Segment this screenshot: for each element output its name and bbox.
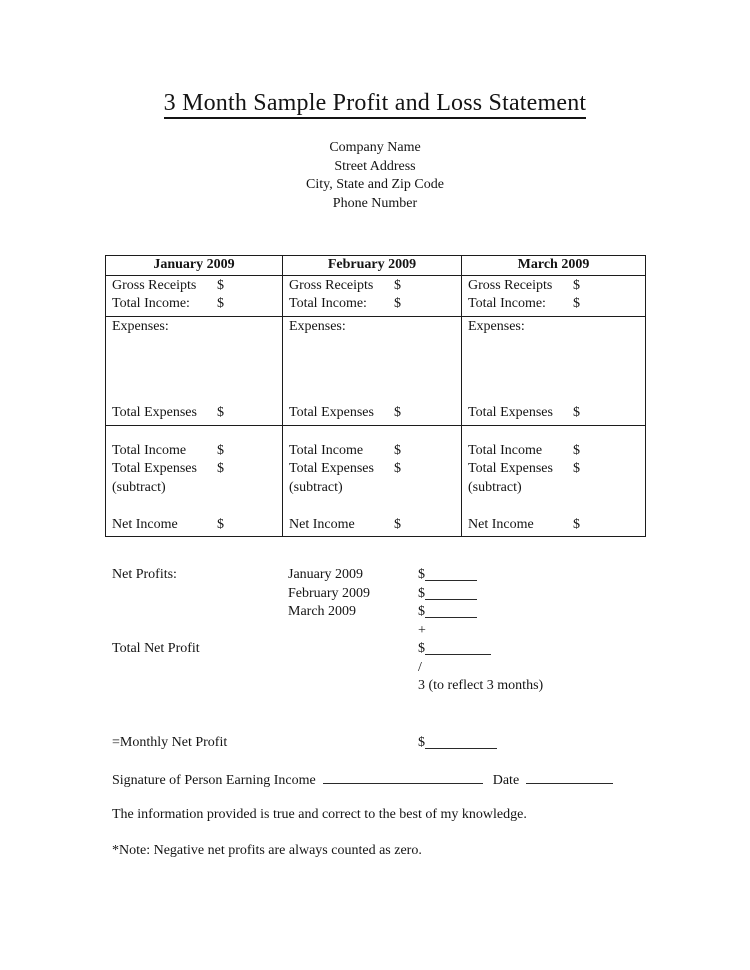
total-expenses-amount[interactable]: $: [573, 405, 580, 420]
dollar-sign: $: [418, 585, 425, 601]
net-income-line: [289, 516, 457, 535]
total-net-profit-field[interactable]: [425, 642, 491, 655]
net-income-label: Net Income: [468, 516, 534, 532]
gross-receipts-line: [289, 277, 457, 296]
summary-total-expenses-line: [289, 460, 457, 479]
net-profits-label: Net Profits:: [112, 567, 177, 582]
summary-total-expenses-line: [112, 460, 278, 479]
expenses-heading: Expenses:: [289, 318, 346, 334]
summary-cell-january: [106, 425, 283, 537]
plus-sign: +: [418, 622, 426, 638]
summary-total-income-label: Total Income: [289, 442, 364, 458]
monthly-net-profit-amount: [418, 735, 497, 751]
month-label-february: February 2009: [288, 585, 371, 601]
signature-line: [112, 771, 672, 789]
month-label-january: January 2009: [288, 567, 364, 582]
gross-receipts-label: Gross Receipts: [112, 277, 197, 293]
dollar-sign: $: [418, 735, 425, 750]
total-expenses-label: Total Expenses: [112, 405, 197, 420]
total-income-line: [468, 295, 641, 314]
total-income-line: [289, 295, 457, 314]
summary-total-expenses-amount[interactable]: $: [394, 461, 401, 476]
income-row: [106, 275, 646, 316]
summary-total-income-line: [289, 442, 457, 461]
net-income-line: [468, 516, 641, 535]
spacer: [468, 497, 641, 516]
month-label-march: March 2009: [288, 604, 357, 619]
summary-total-income-amount[interactable]: $: [394, 442, 401, 458]
column-header-march: March 2009: [462, 256, 646, 276]
expenses-heading: Expenses:: [112, 318, 169, 334]
income-cell-february: [283, 275, 462, 316]
expenses-heading: Expenses:: [468, 318, 525, 334]
company-phone: Phone Number: [332, 196, 418, 212]
table-header-row: [106, 256, 646, 276]
summary-cell-march: [462, 425, 646, 537]
company-street: Street Address: [334, 158, 416, 174]
gross-receipts-amount[interactable]: $: [217, 277, 224, 293]
gross-receipts-label: Gross Receipts: [289, 277, 374, 293]
summary-total-income-line: [112, 442, 278, 461]
total-income-line: [112, 295, 278, 314]
net-income-amount[interactable]: $: [573, 516, 580, 532]
february-amount-field[interactable]: [425, 587, 477, 600]
monthly-net-profit-line: [112, 735, 652, 751]
document-header: [0, 90, 750, 119]
summary-total-income-amount[interactable]: $: [573, 442, 580, 458]
dollar-sign: $: [418, 641, 425, 656]
subtract-note: (subtract): [112, 479, 166, 495]
march-amount-field[interactable]: [425, 605, 477, 618]
summary-total-income-label: Total Income: [468, 442, 543, 458]
signature-label: Signature of Person Earning Income: [112, 773, 316, 788]
total-income-label: Total Income:: [289, 296, 367, 311]
income-cell-january: [106, 275, 283, 316]
summary-total-expenses-amount[interactable]: $: [217, 461, 224, 476]
expenses-cell-march: [462, 316, 646, 425]
monthly-pnl-table: [105, 255, 646, 537]
total-expenses-amount[interactable]: $: [217, 405, 224, 420]
spacer: [289, 497, 457, 516]
gross-receipts-line: [112, 277, 278, 296]
monthly-net-profit-field[interactable]: [425, 736, 497, 749]
gross-receipts-label: Gross Receipts: [468, 277, 553, 293]
subtract-note: (subtract): [289, 479, 343, 495]
summary-total-income-amount[interactable]: $: [217, 442, 224, 458]
total-income-amount[interactable]: $: [217, 296, 224, 311]
expenses-row: [106, 316, 646, 425]
net-income-label: Net Income: [289, 516, 355, 532]
net-income-amount[interactable]: $: [394, 516, 401, 532]
total-expenses-line: [468, 404, 641, 423]
income-cell-march: [462, 275, 646, 316]
net-income-line: [112, 516, 278, 535]
total-expenses-amount[interactable]: $: [394, 405, 401, 420]
summary-total-income-line: [468, 442, 641, 461]
note-text: *Note: Negative net profits are always counted as zero.: [112, 843, 422, 858]
date-label: Date: [492, 773, 520, 788]
company-city-state-zip: City, State and Zip Code: [306, 177, 444, 193]
gross-receipts-line: [468, 277, 641, 296]
affirmation-text: The information provided is true and correct to the best of my knowledge.: [112, 807, 527, 822]
subtract-note: (subtract): [468, 479, 522, 495]
february-amount: [418, 586, 652, 602]
monthly-net-profit-label: =Monthly Net Profit: [112, 735, 228, 750]
page-title: 3 Month Sample Profit and Loss Statement: [164, 90, 587, 119]
total-net-profit-label: Total Net Profit: [112, 641, 200, 656]
expenses-cell-february: [283, 316, 462, 425]
date-field[interactable]: [526, 771, 613, 784]
total-income-amount[interactable]: $: [394, 296, 401, 311]
january-amount-field[interactable]: [425, 568, 477, 581]
summary-total-expenses-label: Total Expenses: [468, 461, 553, 476]
summary-total-expenses-label: Total Expenses: [289, 461, 374, 476]
summary-row: [106, 425, 646, 537]
total-income-label: Total Income:: [112, 296, 190, 311]
company-address-block: [0, 139, 750, 214]
column-header-january: January 2009: [106, 256, 283, 276]
dollar-sign: $: [418, 604, 425, 619]
divide-sign: /: [418, 659, 422, 675]
gross-receipts-amount[interactable]: $: [394, 277, 401, 293]
signature-field[interactable]: [323, 771, 483, 784]
total-expenses-label: Total Expenses: [289, 405, 374, 420]
dollar-sign: $: [418, 567, 425, 582]
spacer: [112, 497, 278, 516]
summary-total-income-label: Total Income: [112, 442, 187, 458]
total-expenses-line: [289, 404, 457, 423]
summary-total-expenses-amount[interactable]: $: [573, 461, 580, 476]
company-name: Company Name: [329, 140, 421, 155]
summary-total-expenses-label: Total Expenses: [112, 461, 197, 476]
column-header-february: February 2009: [283, 256, 462, 276]
january-amount: [418, 567, 652, 583]
expenses-cell-january: [106, 316, 283, 425]
total-expenses-line: [112, 404, 278, 423]
total-income-amount[interactable]: $: [573, 296, 580, 311]
march-amount: [418, 604, 652, 620]
net-income-amount[interactable]: $: [217, 516, 224, 532]
total-income-label: Total Income:: [468, 296, 546, 311]
gross-receipts-amount[interactable]: $: [573, 277, 580, 293]
divisor-note: 3 (to reflect 3 months): [418, 678, 544, 693]
summary-cell-february: [283, 425, 462, 537]
net-income-label: Net Income: [112, 516, 178, 532]
summary-total-expenses-line: [468, 460, 641, 479]
total-net-profit-amount: [418, 641, 652, 657]
total-expenses-label: Total Expenses: [468, 405, 553, 420]
net-profits-worksheet: [112, 567, 652, 697]
